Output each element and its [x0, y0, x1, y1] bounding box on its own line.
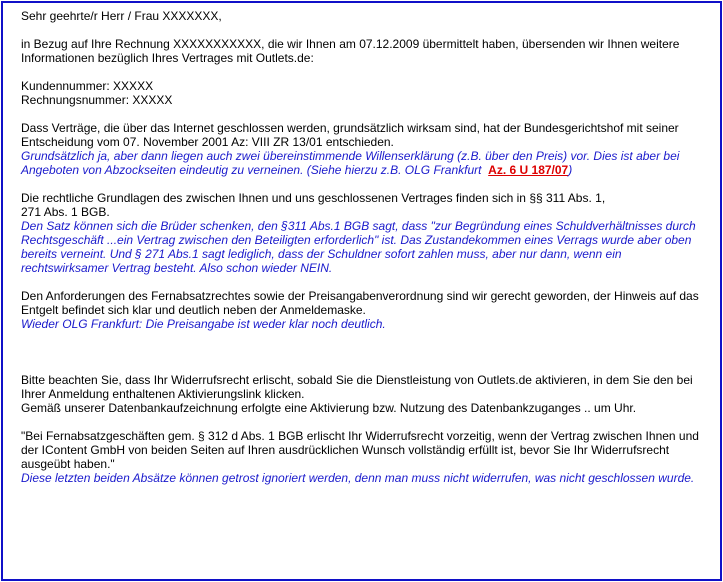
basis-comment: Den Satz können sich die Brüder schenken, den §311 Abs.1 BGB sagt, dass "zur Begründung eines Schuldverhältnisses durch Rechtsgeschäft ...ein Vertrag zwischen den Beteiligten erforderlich" ist. Das Zustandekommen eines Verrags wurde aber oben bereits verneint. Und § 271 Abs.1 sagt lediglich, dass der Schuldner sofort zahlen muss, aber nur dann, wenn ein rechtswirksamer Vertrag besteht. Also schon wieder NEIN.	[21, 219, 696, 275]
basis-line-2: 271 Abs. 1 BGB.	[21, 205, 110, 219]
quote-paragraph: "Bei Fernabsatzgeschäften gem. § 312 d Abs. 1 BGB erlischt Ihr Widerrufsrecht vorzeitig, wenn der Vertrag zwischen Ihnen und der IContent GmbH von beiden Seiten auf Ihren ausdrücklichen Wunsch vollständig erfüllt ist, bevor Sie Ihr Widerrufsrecht ausgeübt haben."	[21, 429, 699, 471]
customer-number: Kundennummer: XXXXX	[21, 79, 154, 93]
contract-paragraph: Dass Verträge, die über das Internet geschlossen werden, grundsätzlich wirksam sind, hat der Bundesgerichtshof mit seiner Entscheidung vom 07. November 2001 Az: VIII ZR 13/01 entschieden.	[21, 121, 679, 149]
letter-body	[21, 9, 711, 485]
distance-comment: Wieder OLG Frankfurt: Die Preisangabe ist weder klar noch deutlich.	[21, 317, 386, 331]
invoice-number: Rechnungsnummer: XXXXX	[21, 93, 173, 107]
intro-paragraph: in Bezug auf Ihre Rechnung XXXXXXXXXXX, die wir Ihnen am 07.12.2009 übermittelt haben, übersenden wir Ihnen weitere Informationen bezüglich Ihres Vertrages mit Outlets.de:	[21, 37, 680, 65]
letter-frame	[1, 1, 722, 581]
distance-paragraph: Den Anforderungen des Fernabsatzrechtes sowie der Preisangabenverordnung sind wir gerecht geworden, der Hinweis auf das Entgelt befindet sich klar und deutlich neben der Anmeldemaske.	[21, 289, 699, 317]
reference-link[interactable]: Az. 6 U 187/07	[488, 163, 569, 177]
salutation: Sehr geehrte/r Herr / Frau XXXXXXX,	[21, 9, 222, 23]
basis-line-1: Die rechtliche Grundlagen des zwischen Ihnen und uns geschlossenen Vertrages finden sich in §§ 311 Abs. 1,	[21, 191, 606, 205]
contract-comment-text: Grundsätzlich ja, aber dann liegen auch zwei übereinstimmende Willenserklärung (z.B. über den Preis) vor. Dies ist aber bei Angeboten von Abzockseiten eindeutig zu verneinen. (Siehe hierzu z.B. OLG Frankfurt	[21, 149, 680, 177]
reference-close: )	[568, 163, 573, 177]
final-comment: Diese letzten beiden Absätze können getrost ignoriert werden, denn man muss nicht widerrufen, was nicht geschlossen wurde.	[21, 471, 695, 485]
withdrawal-paragraph: Bitte beachten Sie, dass Ihr Widerrufsrecht erlischt, sobald Sie die Dienstleistung von Outlets.de aktivieren, in dem Sie den bei Ihrer Anmeldung enthaltenen Aktivierungslink klicken.	[21, 373, 693, 401]
contract-comment	[21, 149, 711, 177]
records-line: Gemäß unserer Datenbankaufzeichnung erfolgte eine Aktivierung bzw. Nutzung des Datenbankzuganges .. um Uhr.	[21, 401, 637, 415]
